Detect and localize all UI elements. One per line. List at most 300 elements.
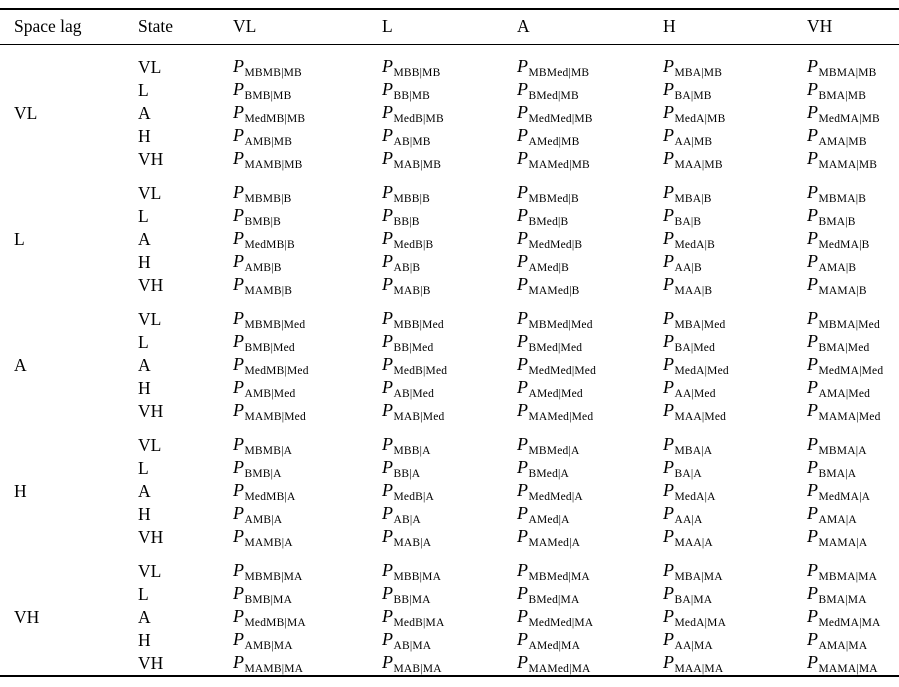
header-row bbox=[0, 9, 899, 44]
probability-cell bbox=[382, 549, 517, 583]
probability-cell bbox=[233, 583, 382, 606]
probability-subscript: MAMed|Med bbox=[528, 410, 594, 423]
probability-symbol: P bbox=[382, 181, 393, 202]
probability-cell bbox=[382, 652, 517, 676]
probability-symbol: P bbox=[517, 605, 528, 626]
probability-subscript: BA|A bbox=[674, 467, 702, 480]
probability-cell bbox=[663, 423, 807, 457]
state-cell: A bbox=[138, 102, 151, 123]
probability-cell bbox=[233, 171, 382, 205]
space-lag-cell: H bbox=[14, 480, 27, 501]
state-cell: H bbox=[138, 377, 151, 398]
column-header-state: State bbox=[138, 9, 233, 44]
probability-cell bbox=[382, 125, 517, 148]
probability-symbol: P bbox=[382, 55, 393, 76]
probability-cell bbox=[663, 274, 807, 297]
probability-cell bbox=[233, 480, 382, 503]
probability-cell bbox=[233, 79, 382, 102]
probability-subscript: MBA|MB bbox=[674, 66, 723, 79]
probability-symbol: P bbox=[382, 456, 393, 477]
probability-symbol: P bbox=[233, 399, 244, 420]
probability-cell bbox=[382, 423, 517, 457]
probability-cell bbox=[663, 148, 807, 171]
probability-cell bbox=[807, 228, 899, 251]
probability-symbol: P bbox=[382, 307, 393, 328]
probability-symbol: P bbox=[382, 353, 393, 374]
probability-cell bbox=[807, 457, 899, 480]
probability-cell bbox=[807, 629, 899, 652]
probability-symbol: P bbox=[663, 147, 674, 168]
probability-subscript: MedA|MB bbox=[674, 112, 726, 125]
probability-symbol: P bbox=[233, 502, 244, 523]
probability-cell bbox=[517, 583, 663, 606]
probability-subscript: MedMA|A bbox=[818, 490, 871, 503]
state-cell: VL bbox=[138, 56, 162, 77]
probability-cell bbox=[807, 652, 899, 676]
probability-subscript: AA|Med bbox=[674, 387, 716, 400]
probability-cell bbox=[233, 102, 382, 125]
probability-subscript: MedMA|B bbox=[818, 238, 870, 251]
probability-cell bbox=[517, 274, 663, 297]
probability-subscript: MAMA|MB bbox=[818, 158, 878, 171]
probability-subscript: MedMed|A bbox=[528, 490, 583, 503]
probability-symbol: P bbox=[663, 651, 674, 672]
probability-cell bbox=[517, 549, 663, 583]
probability-symbol: P bbox=[517, 78, 528, 99]
probability-cell bbox=[807, 148, 899, 171]
probability-subscript: MedA|A bbox=[674, 490, 716, 503]
probability-cell bbox=[233, 297, 382, 331]
space-lag-group bbox=[0, 44, 899, 171]
probability-cell bbox=[233, 228, 382, 251]
probability-cell bbox=[233, 503, 382, 526]
probability-subscript: MBMed|B bbox=[528, 192, 579, 205]
probability-cell bbox=[663, 171, 807, 205]
probability-symbol: P bbox=[233, 582, 244, 603]
probability-cell bbox=[807, 102, 899, 125]
probability-symbol: P bbox=[807, 433, 818, 454]
probability-symbol: P bbox=[517, 376, 528, 397]
state-cell: L bbox=[138, 79, 149, 100]
probability-subscript: MBA|A bbox=[674, 444, 713, 457]
probability-subscript: MedMA|MA bbox=[818, 616, 881, 629]
probability-cell bbox=[663, 629, 807, 652]
probability-cell bbox=[807, 44, 899, 79]
probability-symbol: P bbox=[233, 147, 244, 168]
probability-cell bbox=[517, 400, 663, 423]
probability-subscript: AA|MA bbox=[674, 639, 713, 652]
probability-symbol: P bbox=[807, 273, 818, 294]
probability-subscript: MBB|B bbox=[393, 192, 431, 205]
probability-cell bbox=[382, 606, 517, 629]
column-header-vl: VL bbox=[233, 9, 382, 44]
probability-cell bbox=[233, 400, 382, 423]
probability-subscript: MBMed|Med bbox=[528, 318, 593, 331]
probability-cell bbox=[517, 629, 663, 652]
probability-cell bbox=[517, 331, 663, 354]
probability-cell bbox=[233, 125, 382, 148]
table-row bbox=[0, 44, 899, 79]
space-lag-group bbox=[0, 171, 899, 297]
probability-subscript: BMB|MA bbox=[244, 593, 293, 606]
probability-subscript: MedMed|MB bbox=[528, 112, 593, 125]
probability-symbol: P bbox=[663, 456, 674, 477]
probability-symbol: P bbox=[382, 124, 393, 145]
probability-subscript: MedA|MA bbox=[674, 616, 727, 629]
probability-symbol: P bbox=[663, 273, 674, 294]
probability-cell bbox=[517, 125, 663, 148]
probability-cell bbox=[807, 205, 899, 228]
probability-subscript: AB|A bbox=[393, 513, 421, 526]
probability-cell bbox=[382, 354, 517, 377]
probability-symbol: P bbox=[517, 55, 528, 76]
probability-subscript: MBMB|B bbox=[244, 192, 292, 205]
probability-subscript: AMB|B bbox=[244, 261, 282, 274]
probability-subscript: MAA|A bbox=[674, 536, 713, 549]
state-cell: H bbox=[138, 251, 151, 272]
probability-cell bbox=[382, 79, 517, 102]
probability-subscript: MedB|B bbox=[393, 238, 434, 251]
probability-subscript: MBB|A bbox=[393, 444, 431, 457]
probability-symbol: P bbox=[382, 559, 393, 580]
probability-cell bbox=[663, 102, 807, 125]
probability-symbol: P bbox=[517, 353, 528, 374]
probability-cell bbox=[663, 354, 807, 377]
probability-subscript: BB|MA bbox=[393, 593, 431, 606]
probability-cell bbox=[233, 44, 382, 79]
state-cell: VL bbox=[138, 434, 162, 455]
probability-cell bbox=[517, 44, 663, 79]
probability-cell bbox=[663, 480, 807, 503]
probability-subscript: BA|Med bbox=[674, 341, 716, 354]
probability-symbol: P bbox=[382, 399, 393, 420]
probability-symbol: P bbox=[382, 273, 393, 294]
state-cell: L bbox=[138, 331, 149, 352]
probability-symbol: P bbox=[807, 399, 818, 420]
probability-subscript: MBMA|MA bbox=[818, 570, 878, 583]
probability-cell bbox=[382, 377, 517, 400]
probability-cell bbox=[382, 44, 517, 79]
probability-symbol: P bbox=[663, 502, 674, 523]
probability-subscript: AA|A bbox=[674, 513, 703, 526]
probability-subscript: AMed|MA bbox=[528, 639, 581, 652]
probability-cell bbox=[807, 79, 899, 102]
probability-subscript: MBMA|B bbox=[818, 192, 867, 205]
probability-cell bbox=[807, 297, 899, 331]
probability-subscript: MAMA|B bbox=[818, 284, 867, 297]
probability-symbol: P bbox=[517, 456, 528, 477]
probability-symbol: P bbox=[382, 651, 393, 672]
probability-cell bbox=[233, 274, 382, 297]
probability-cell bbox=[807, 171, 899, 205]
probability-subscript: BMed|MB bbox=[528, 89, 579, 102]
probability-cell bbox=[517, 148, 663, 171]
probability-symbol: P bbox=[382, 250, 393, 271]
probability-subscript: MedMed|B bbox=[528, 238, 583, 251]
probability-subscript: MedB|Med bbox=[393, 364, 448, 377]
state-cell: VH bbox=[138, 400, 164, 421]
probability-subscript: MBB|MA bbox=[393, 570, 442, 583]
probability-cell bbox=[382, 148, 517, 171]
probability-cell bbox=[517, 354, 663, 377]
probability-symbol: P bbox=[517, 651, 528, 672]
probability-symbol: P bbox=[663, 376, 674, 397]
probability-symbol: P bbox=[807, 307, 818, 328]
probability-symbol: P bbox=[233, 181, 244, 202]
probability-subscript: BMB|B bbox=[244, 215, 282, 228]
probability-symbol: P bbox=[663, 582, 674, 603]
probability-symbol: P bbox=[663, 55, 674, 76]
probability-symbol: P bbox=[382, 330, 393, 351]
probability-subscript: AMed|A bbox=[528, 513, 570, 526]
probability-subscript: MAA|MA bbox=[674, 662, 724, 675]
probability-subscript: MedB|A bbox=[393, 490, 435, 503]
probability-cell bbox=[663, 549, 807, 583]
probability-cell bbox=[382, 102, 517, 125]
probability-symbol: P bbox=[807, 124, 818, 145]
probability-cell bbox=[517, 297, 663, 331]
space-lag-cell: L bbox=[14, 228, 25, 249]
probability-cell bbox=[517, 251, 663, 274]
probability-subscript: MAA|Med bbox=[674, 410, 727, 423]
probability-symbol: P bbox=[807, 181, 818, 202]
state-cell: VH bbox=[138, 526, 164, 547]
probability-subscript: MAA|B bbox=[674, 284, 713, 297]
probability-subscript: MBMed|A bbox=[528, 444, 580, 457]
probability-symbol: P bbox=[382, 502, 393, 523]
probability-cell bbox=[663, 652, 807, 676]
space-lag-cell: VL bbox=[14, 102, 38, 123]
probability-symbol: P bbox=[663, 433, 674, 454]
probability-cell bbox=[807, 251, 899, 274]
probability-cell bbox=[382, 503, 517, 526]
probability-subscript: BMB|Med bbox=[244, 341, 295, 354]
state-cell: VH bbox=[138, 148, 164, 169]
probability-subscript: BMA|B bbox=[818, 215, 856, 228]
column-header-l: L bbox=[382, 9, 517, 44]
probability-symbol: P bbox=[517, 525, 528, 546]
probability-symbol: P bbox=[233, 376, 244, 397]
probability-subscript: AMed|B bbox=[528, 261, 570, 274]
probability-cell bbox=[517, 102, 663, 125]
probability-symbol: P bbox=[807, 582, 818, 603]
probability-cell bbox=[663, 331, 807, 354]
probability-symbol: P bbox=[807, 101, 818, 122]
space-lag-group bbox=[0, 549, 899, 676]
probability-symbol: P bbox=[233, 456, 244, 477]
probability-cell bbox=[517, 652, 663, 676]
probability-symbol: P bbox=[517, 628, 528, 649]
probability-subscript: MedB|MB bbox=[393, 112, 444, 125]
probability-cell bbox=[517, 205, 663, 228]
probability-symbol: P bbox=[233, 250, 244, 271]
probability-subscript: MAMed|A bbox=[528, 536, 581, 549]
probability-cell bbox=[517, 79, 663, 102]
probability-subscript: BMA|A bbox=[818, 467, 857, 480]
probability-symbol: P bbox=[807, 525, 818, 546]
probability-subscript: MAMB|B bbox=[244, 284, 293, 297]
probability-symbol: P bbox=[517, 433, 528, 454]
state-cell: VH bbox=[138, 652, 164, 673]
probability-cell bbox=[382, 526, 517, 549]
probability-cell bbox=[663, 205, 807, 228]
column-header-a: A bbox=[517, 9, 663, 44]
probability-subscript: MBMB|MA bbox=[244, 570, 303, 583]
probability-symbol: P bbox=[807, 78, 818, 99]
probability-symbol: P bbox=[382, 227, 393, 248]
probability-cell bbox=[807, 354, 899, 377]
probability-subscript: AB|MB bbox=[393, 135, 431, 148]
probability-symbol: P bbox=[807, 376, 818, 397]
probability-subscript: BMA|MA bbox=[818, 593, 867, 606]
probability-symbol: P bbox=[807, 502, 818, 523]
probability-subscript: MAB|MB bbox=[393, 158, 442, 171]
probability-symbol: P bbox=[663, 353, 674, 374]
probability-cell bbox=[517, 228, 663, 251]
probability-subscript: MAB|Med bbox=[393, 410, 445, 423]
probability-symbol: P bbox=[517, 582, 528, 603]
probability-cell bbox=[382, 297, 517, 331]
probability-cell bbox=[382, 457, 517, 480]
probability-subscript: MedMB|MA bbox=[244, 616, 306, 629]
probability-symbol: P bbox=[382, 147, 393, 168]
probability-subscript: AMA|MA bbox=[818, 639, 868, 652]
probability-subscript: MBMB|A bbox=[244, 444, 293, 457]
probability-subscript: BMB|MB bbox=[244, 89, 292, 102]
probability-subscript: MBMB|Med bbox=[244, 318, 306, 331]
probability-symbol: P bbox=[807, 479, 818, 500]
probability-subscript: BMed|A bbox=[528, 467, 570, 480]
probability-cell bbox=[517, 457, 663, 480]
probability-subscript: AMA|MB bbox=[818, 135, 867, 148]
probability-subscript: MedMA|Med bbox=[818, 364, 884, 377]
probability-symbol: P bbox=[807, 605, 818, 626]
probability-cell bbox=[382, 583, 517, 606]
probability-cell bbox=[663, 44, 807, 79]
probability-symbol: P bbox=[517, 227, 528, 248]
state-cell: L bbox=[138, 583, 149, 604]
probability-cell bbox=[233, 423, 382, 457]
probability-symbol: P bbox=[233, 353, 244, 374]
probability-symbol: P bbox=[663, 605, 674, 626]
probability-subscript: BMB|A bbox=[244, 467, 282, 480]
probability-cell bbox=[807, 331, 899, 354]
probability-subscript: MBMB|MB bbox=[244, 66, 302, 79]
probability-cell bbox=[233, 652, 382, 676]
probability-symbol: P bbox=[807, 628, 818, 649]
probability-subscript: AB|MA bbox=[393, 639, 432, 652]
space-lag-cell: VH bbox=[14, 606, 40, 627]
probability-subscript: AMB|MB bbox=[244, 135, 293, 148]
probability-subscript: BMed|B bbox=[528, 215, 569, 228]
probability-cell bbox=[663, 526, 807, 549]
probability-symbol: P bbox=[517, 307, 528, 328]
probability-cell bbox=[517, 423, 663, 457]
probability-symbol: P bbox=[233, 307, 244, 328]
probability-subscript: AMed|Med bbox=[528, 387, 583, 400]
state-cell: A bbox=[138, 354, 151, 375]
probability-cell bbox=[663, 606, 807, 629]
probability-subscript: MedMed|MA bbox=[528, 616, 594, 629]
column-header-vh: VH bbox=[807, 9, 899, 44]
probability-cell bbox=[807, 549, 899, 583]
probability-subscript: MBMA|Med bbox=[818, 318, 880, 331]
probability-subscript: BB|MB bbox=[393, 89, 431, 102]
probability-symbol: P bbox=[663, 399, 674, 420]
table-row bbox=[0, 171, 899, 205]
table-header bbox=[0, 9, 899, 44]
probability-cell bbox=[663, 503, 807, 526]
probability-symbol: P bbox=[663, 78, 674, 99]
probability-subscript: MedMB|A bbox=[244, 490, 296, 503]
probability-cell bbox=[233, 606, 382, 629]
probability-symbol: P bbox=[382, 525, 393, 546]
probability-subscript: MBA|Med bbox=[674, 318, 726, 331]
probability-cell bbox=[517, 503, 663, 526]
probability-subscript: BA|B bbox=[674, 215, 702, 228]
probability-symbol: P bbox=[517, 250, 528, 271]
probability-symbol: P bbox=[382, 628, 393, 649]
state-cell: A bbox=[138, 228, 151, 249]
probability-cell bbox=[382, 171, 517, 205]
probability-cell bbox=[517, 606, 663, 629]
probability-symbol: P bbox=[807, 204, 818, 225]
probability-symbol: P bbox=[663, 250, 674, 271]
probability-subscript: AB|B bbox=[393, 261, 421, 274]
probability-symbol: P bbox=[233, 204, 244, 225]
probability-subscript: MBB|Med bbox=[393, 318, 444, 331]
probability-subscript: MAMB|Med bbox=[244, 410, 306, 423]
probability-subscript: BMA|MB bbox=[818, 89, 867, 102]
probability-cell bbox=[807, 480, 899, 503]
probability-subscript: MAMed|B bbox=[528, 284, 580, 297]
probability-subscript: BA|MA bbox=[674, 593, 713, 606]
probability-symbol: P bbox=[233, 273, 244, 294]
probability-symbol: P bbox=[663, 479, 674, 500]
probability-cell bbox=[807, 377, 899, 400]
probability-subscript: MedMed|Med bbox=[528, 364, 597, 377]
probability-symbol: P bbox=[517, 273, 528, 294]
probability-cell bbox=[807, 125, 899, 148]
probability-subscript: MBMA|A bbox=[818, 444, 867, 457]
probability-cell bbox=[233, 629, 382, 652]
probability-symbol: P bbox=[233, 330, 244, 351]
state-cell: VH bbox=[138, 274, 164, 295]
probability-subscript: MAMed|MB bbox=[528, 158, 590, 171]
probability-symbol: P bbox=[382, 101, 393, 122]
probability-subscript: MedMB|B bbox=[244, 238, 295, 251]
probability-symbol: P bbox=[233, 55, 244, 76]
probability-subscript: MAMB|MA bbox=[244, 662, 304, 675]
probability-symbol: P bbox=[517, 147, 528, 168]
probability-subscript: BMed|MA bbox=[528, 593, 580, 606]
probability-symbol: P bbox=[517, 204, 528, 225]
probability-symbol: P bbox=[663, 204, 674, 225]
probability-symbol: P bbox=[807, 456, 818, 477]
probability-cell bbox=[382, 629, 517, 652]
probability-symbol: P bbox=[663, 101, 674, 122]
space-lag-group bbox=[0, 423, 899, 549]
probability-cell bbox=[382, 480, 517, 503]
probability-subscript: BB|Med bbox=[393, 341, 434, 354]
probability-subscript: MedA|Med bbox=[674, 364, 729, 377]
state-cell: H bbox=[138, 629, 151, 650]
probability-subscript: AMB|A bbox=[244, 513, 283, 526]
probability-cell bbox=[382, 274, 517, 297]
probability-cell bbox=[663, 377, 807, 400]
state-cell: VL bbox=[138, 182, 162, 203]
probability-symbol: P bbox=[663, 525, 674, 546]
